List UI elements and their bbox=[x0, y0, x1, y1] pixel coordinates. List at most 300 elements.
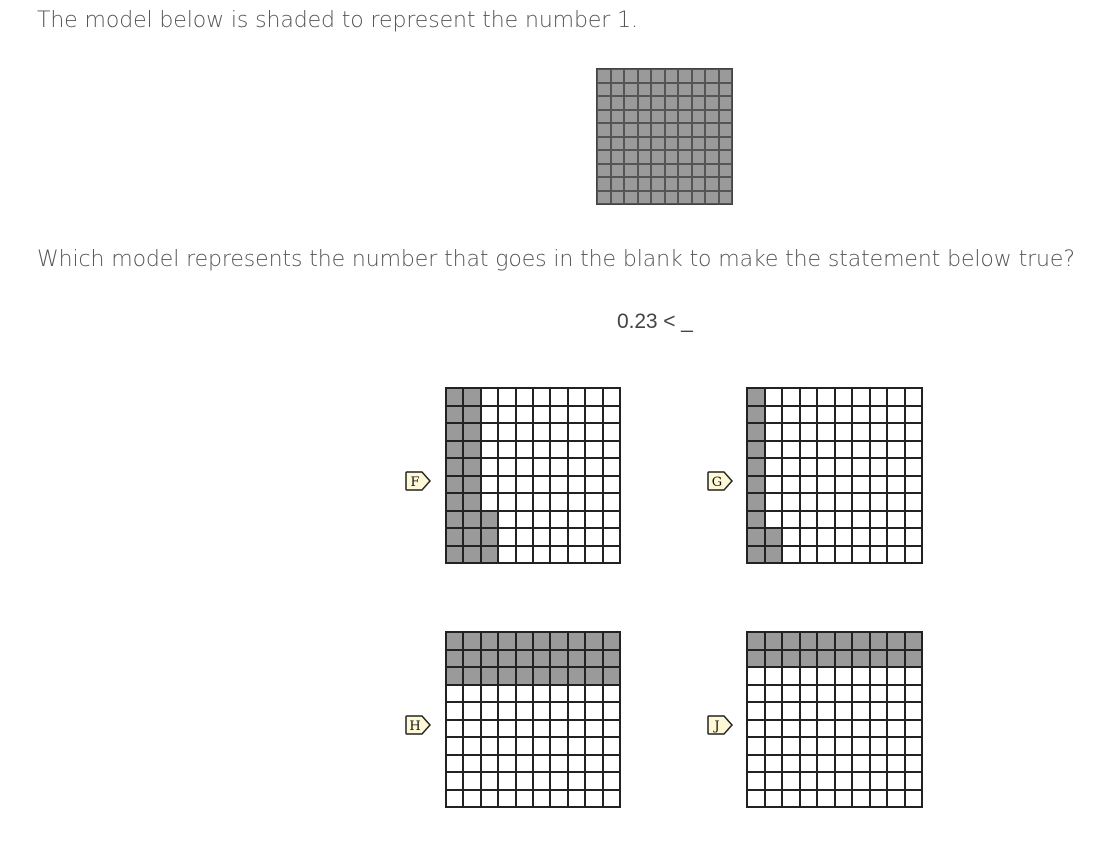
grid-cell bbox=[463, 632, 480, 650]
grid-cell bbox=[516, 388, 533, 406]
grid-cell bbox=[568, 667, 585, 685]
grid-cell bbox=[550, 388, 567, 406]
grid-cell bbox=[905, 441, 923, 459]
grid-cell bbox=[446, 772, 463, 790]
grid-cell bbox=[597, 177, 611, 191]
grid-cell bbox=[481, 755, 498, 773]
grid-cell bbox=[870, 755, 888, 773]
grid-cell bbox=[533, 441, 550, 459]
grid-cell bbox=[516, 511, 533, 529]
grid-cell bbox=[800, 476, 818, 494]
grid-cell bbox=[568, 511, 585, 529]
grid-cell bbox=[705, 150, 719, 164]
grid-cell bbox=[463, 667, 480, 685]
grid-cell bbox=[603, 650, 620, 668]
grid-cell bbox=[597, 164, 611, 178]
grid-cell bbox=[481, 493, 498, 511]
grid-cell bbox=[705, 177, 719, 191]
option-j-label: J bbox=[714, 719, 720, 734]
grid-cell bbox=[782, 511, 800, 529]
grid-cell bbox=[481, 720, 498, 738]
grid-cell bbox=[550, 790, 567, 808]
grid-cell bbox=[765, 632, 783, 650]
grid-cell bbox=[678, 191, 692, 205]
grid-cell bbox=[817, 790, 835, 808]
grid-cell bbox=[624, 123, 638, 137]
grid-cell bbox=[611, 69, 625, 83]
grid-cell bbox=[905, 720, 923, 738]
grid-cell bbox=[852, 423, 870, 441]
grid-cell bbox=[597, 110, 611, 124]
grid-cell bbox=[446, 423, 463, 441]
grid-cell bbox=[533, 790, 550, 808]
grid-cell bbox=[516, 632, 533, 650]
grid-cell bbox=[905, 511, 923, 529]
grid-cell bbox=[765, 790, 783, 808]
grid-cell bbox=[585, 493, 602, 511]
grid-cell bbox=[533, 458, 550, 476]
grid-cell bbox=[835, 528, 853, 546]
grid-cell bbox=[585, 702, 602, 720]
grid-cell bbox=[835, 772, 853, 790]
option-h-label: H bbox=[409, 719, 421, 734]
grid-cell bbox=[765, 423, 783, 441]
grid-cell bbox=[638, 69, 652, 83]
grid-cell bbox=[651, 137, 665, 151]
grid-cell bbox=[516, 702, 533, 720]
grid-cell bbox=[651, 96, 665, 110]
grid-cell bbox=[568, 720, 585, 738]
grid-cell bbox=[692, 150, 706, 164]
grid-cell bbox=[585, 511, 602, 529]
grid-cell bbox=[765, 650, 783, 668]
grid-cell bbox=[603, 458, 620, 476]
grid-cell bbox=[835, 755, 853, 773]
grid-cell bbox=[651, 150, 665, 164]
grid-cell bbox=[870, 790, 888, 808]
grid-cell bbox=[533, 650, 550, 668]
grid-cell bbox=[585, 476, 602, 494]
grid-cell bbox=[516, 528, 533, 546]
grid-cell bbox=[603, 441, 620, 459]
grid-cell bbox=[835, 702, 853, 720]
grid-cell bbox=[624, 137, 638, 151]
grid-cell bbox=[638, 191, 652, 205]
grid-cell bbox=[516, 685, 533, 703]
grid-cell bbox=[887, 493, 905, 511]
grid-cell bbox=[817, 702, 835, 720]
grid-cell bbox=[516, 737, 533, 755]
grid-cell bbox=[651, 177, 665, 191]
grid-cell bbox=[905, 458, 923, 476]
grid-cell bbox=[516, 772, 533, 790]
grid-cell bbox=[550, 685, 567, 703]
grid-cell bbox=[550, 546, 567, 564]
option-h-grid[interactable] bbox=[445, 631, 621, 808]
grid-cell bbox=[782, 406, 800, 424]
grid-cell bbox=[624, 177, 638, 191]
grid-cell bbox=[817, 406, 835, 424]
grid-cell bbox=[870, 441, 888, 459]
grid-cell bbox=[516, 441, 533, 459]
grid-cell bbox=[747, 458, 765, 476]
grid-cell bbox=[481, 632, 498, 650]
grid-cell bbox=[550, 528, 567, 546]
grid-cell bbox=[533, 702, 550, 720]
grid-cell bbox=[481, 650, 498, 668]
grid-cell bbox=[782, 720, 800, 738]
grid-cell bbox=[638, 83, 652, 97]
grid-cell bbox=[533, 511, 550, 529]
grid-cell bbox=[835, 685, 853, 703]
grid-cell bbox=[887, 458, 905, 476]
grid-cell bbox=[835, 423, 853, 441]
grid-cell bbox=[817, 528, 835, 546]
grid-cell bbox=[692, 96, 706, 110]
grid-cell bbox=[870, 702, 888, 720]
grid-cell bbox=[905, 772, 923, 790]
grid-cell bbox=[481, 667, 498, 685]
grid-cell bbox=[585, 755, 602, 773]
grid-cell bbox=[481, 388, 498, 406]
grid-cell bbox=[568, 632, 585, 650]
grid-cell bbox=[692, 164, 706, 178]
grid-cell bbox=[603, 790, 620, 808]
grid-cell bbox=[585, 685, 602, 703]
grid-cell bbox=[747, 406, 765, 424]
grid-cell bbox=[817, 772, 835, 790]
grid-cell bbox=[870, 737, 888, 755]
grid-cell bbox=[446, 406, 463, 424]
grid-cell bbox=[747, 790, 765, 808]
grid-cell bbox=[585, 423, 602, 441]
grid-cell bbox=[870, 720, 888, 738]
grid-cell bbox=[498, 737, 515, 755]
grid-cell bbox=[817, 546, 835, 564]
grid-cell bbox=[481, 406, 498, 424]
grid-cell bbox=[611, 96, 625, 110]
grid-cell bbox=[852, 546, 870, 564]
grid-cell bbox=[817, 755, 835, 773]
grid-cell bbox=[498, 458, 515, 476]
grid-cell bbox=[481, 685, 498, 703]
grid-cell bbox=[446, 511, 463, 529]
grid-cell bbox=[463, 650, 480, 668]
grid-cell bbox=[446, 702, 463, 720]
grid-cell bbox=[498, 702, 515, 720]
grid-cell bbox=[835, 667, 853, 685]
grid-cell bbox=[835, 720, 853, 738]
grid-cell bbox=[765, 458, 783, 476]
grid-cell bbox=[747, 772, 765, 790]
grid-cell bbox=[705, 83, 719, 97]
grid-cell bbox=[835, 493, 853, 511]
option-f-grid[interactable] bbox=[445, 387, 621, 564]
option-j-badge[interactable] bbox=[706, 714, 734, 736]
grid-cell bbox=[568, 441, 585, 459]
grid-cell bbox=[835, 458, 853, 476]
grid-cell bbox=[533, 546, 550, 564]
grid-cell bbox=[585, 737, 602, 755]
option-h-badge[interactable] bbox=[404, 714, 432, 736]
grid-cell bbox=[870, 458, 888, 476]
option-j-grid[interactable] bbox=[746, 631, 923, 808]
grid-cell bbox=[747, 511, 765, 529]
grid-cell bbox=[665, 150, 679, 164]
grid-cell bbox=[800, 632, 818, 650]
grid-cell bbox=[603, 772, 620, 790]
grid-cell bbox=[446, 667, 463, 685]
grid-cell bbox=[817, 458, 835, 476]
grid-cell bbox=[550, 423, 567, 441]
grid-cell bbox=[597, 96, 611, 110]
grid-cell bbox=[852, 632, 870, 650]
grid-cell bbox=[651, 69, 665, 83]
option-f-badge[interactable] bbox=[404, 470, 432, 492]
grid-cell bbox=[852, 737, 870, 755]
grid-cell bbox=[705, 123, 719, 137]
grid-cell bbox=[498, 650, 515, 668]
grid-cell bbox=[887, 790, 905, 808]
option-g-badge[interactable] bbox=[706, 470, 734, 492]
grid-cell bbox=[463, 511, 480, 529]
grid-cell bbox=[651, 123, 665, 137]
grid-cell bbox=[665, 110, 679, 124]
grid-cell bbox=[782, 685, 800, 703]
grid-cell bbox=[852, 406, 870, 424]
grid-cell bbox=[747, 423, 765, 441]
grid-cell bbox=[446, 528, 463, 546]
grid-cell bbox=[665, 164, 679, 178]
grid-cell bbox=[692, 69, 706, 83]
grid-cell bbox=[597, 123, 611, 137]
grid-cell bbox=[516, 755, 533, 773]
grid-cell bbox=[835, 511, 853, 529]
grid-cell bbox=[463, 546, 480, 564]
grid-cell bbox=[463, 493, 480, 511]
grid-cell bbox=[463, 772, 480, 790]
grid-cell bbox=[765, 511, 783, 529]
grid-cell bbox=[747, 755, 765, 773]
grid-cell bbox=[446, 458, 463, 476]
grid-cell bbox=[905, 476, 923, 494]
grid-cell bbox=[568, 702, 585, 720]
grid-cell bbox=[585, 650, 602, 668]
grid-cell bbox=[597, 69, 611, 83]
grid-cell bbox=[446, 755, 463, 773]
grid-cell bbox=[692, 177, 706, 191]
grid-cell bbox=[568, 737, 585, 755]
grid-cell bbox=[765, 755, 783, 773]
grid-cell bbox=[603, 528, 620, 546]
grid-cell bbox=[516, 790, 533, 808]
grid-cell bbox=[705, 164, 719, 178]
grid-cell bbox=[887, 511, 905, 529]
grid-cell bbox=[705, 191, 719, 205]
grid-cell bbox=[817, 493, 835, 511]
grid-cell bbox=[782, 667, 800, 685]
grid-cell bbox=[782, 650, 800, 668]
grid-cell bbox=[585, 632, 602, 650]
grid-cell bbox=[870, 546, 888, 564]
grid-cell bbox=[498, 790, 515, 808]
grid-cell bbox=[747, 546, 765, 564]
grid-cell bbox=[852, 388, 870, 406]
grid-cell bbox=[817, 388, 835, 406]
grid-cell bbox=[498, 441, 515, 459]
grid-cell bbox=[463, 388, 480, 406]
grid-cell bbox=[533, 388, 550, 406]
grid-cell bbox=[765, 493, 783, 511]
grid-cell bbox=[747, 441, 765, 459]
grid-cell bbox=[603, 737, 620, 755]
grid-cell bbox=[678, 110, 692, 124]
grid-cell bbox=[597, 137, 611, 151]
grid-cell bbox=[585, 406, 602, 424]
grid-cell bbox=[446, 720, 463, 738]
grid-cell bbox=[852, 458, 870, 476]
grid-cell bbox=[852, 685, 870, 703]
grid-cell bbox=[782, 546, 800, 564]
grid-cell bbox=[516, 476, 533, 494]
grid-cell bbox=[719, 110, 733, 124]
grid-cell bbox=[568, 790, 585, 808]
grid-cell bbox=[463, 458, 480, 476]
grid-cell bbox=[481, 737, 498, 755]
grid-cell bbox=[887, 476, 905, 494]
grid-cell bbox=[516, 493, 533, 511]
grid-cell bbox=[498, 546, 515, 564]
grid-cell bbox=[678, 83, 692, 97]
grid-cell bbox=[550, 772, 567, 790]
grid-cell bbox=[516, 650, 533, 668]
grid-cell bbox=[498, 667, 515, 685]
grid-cell bbox=[498, 632, 515, 650]
grid-cell bbox=[782, 423, 800, 441]
grid-cell bbox=[905, 423, 923, 441]
grid-cell bbox=[887, 632, 905, 650]
grid-cell bbox=[585, 720, 602, 738]
grid-cell bbox=[446, 476, 463, 494]
grid-cell bbox=[719, 96, 733, 110]
grid-cell bbox=[568, 476, 585, 494]
grid-cell bbox=[905, 755, 923, 773]
option-g-grid[interactable] bbox=[746, 387, 923, 564]
grid-cell bbox=[852, 772, 870, 790]
grid-cell bbox=[463, 423, 480, 441]
grid-cell bbox=[611, 137, 625, 151]
grid-cell bbox=[585, 667, 602, 685]
grid-cell bbox=[870, 632, 888, 650]
grid-cell bbox=[747, 667, 765, 685]
grid-cell bbox=[800, 406, 818, 424]
grid-cell bbox=[782, 632, 800, 650]
grid-cell bbox=[800, 423, 818, 441]
grid-cell bbox=[603, 476, 620, 494]
grid-cell bbox=[765, 702, 783, 720]
grid-cell bbox=[568, 528, 585, 546]
grid-cell bbox=[516, 667, 533, 685]
grid-cell bbox=[800, 772, 818, 790]
grid-cell bbox=[835, 441, 853, 459]
grid-cell bbox=[852, 441, 870, 459]
grid-cell bbox=[533, 423, 550, 441]
grid-cell bbox=[498, 685, 515, 703]
grid-cell bbox=[905, 632, 923, 650]
grid-cell bbox=[624, 69, 638, 83]
grid-cell bbox=[678, 164, 692, 178]
grid-cell bbox=[887, 423, 905, 441]
grid-cell bbox=[678, 96, 692, 110]
grid-cell bbox=[887, 702, 905, 720]
grid-cell bbox=[800, 388, 818, 406]
grid-cell bbox=[692, 83, 706, 97]
grid-cell bbox=[463, 441, 480, 459]
grid-cell bbox=[870, 528, 888, 546]
grid-cell bbox=[887, 546, 905, 564]
grid-cell bbox=[852, 493, 870, 511]
grid-cell bbox=[498, 476, 515, 494]
grid-cell bbox=[782, 737, 800, 755]
grid-cell bbox=[747, 493, 765, 511]
grid-cell bbox=[835, 388, 853, 406]
grid-cell bbox=[705, 69, 719, 83]
grid-cell bbox=[624, 110, 638, 124]
grid-cell bbox=[817, 685, 835, 703]
grid-cell bbox=[905, 546, 923, 564]
grid-cell bbox=[568, 755, 585, 773]
grid-cell bbox=[800, 546, 818, 564]
grid-cell bbox=[550, 458, 567, 476]
grid-cell bbox=[611, 150, 625, 164]
grid-cell bbox=[905, 388, 923, 406]
grid-cell bbox=[835, 476, 853, 494]
grid-cell bbox=[887, 388, 905, 406]
grid-cell bbox=[651, 191, 665, 205]
grid-cell bbox=[516, 720, 533, 738]
grid-cell bbox=[905, 406, 923, 424]
grid-cell bbox=[719, 150, 733, 164]
grid-cell bbox=[585, 458, 602, 476]
grid-cell bbox=[516, 546, 533, 564]
grid-cell bbox=[887, 737, 905, 755]
grid-cell bbox=[603, 667, 620, 685]
grid-cell bbox=[678, 69, 692, 83]
grid-cell bbox=[638, 137, 652, 151]
grid-cell bbox=[782, 493, 800, 511]
grid-cell bbox=[585, 388, 602, 406]
grid-cell bbox=[597, 150, 611, 164]
grid-cell bbox=[765, 720, 783, 738]
grid-cell bbox=[852, 511, 870, 529]
whole-model-grid bbox=[596, 68, 733, 205]
grid-cell bbox=[705, 110, 719, 124]
grid-cell bbox=[692, 123, 706, 137]
grid-cell bbox=[887, 667, 905, 685]
grid-cell bbox=[446, 737, 463, 755]
grid-cell bbox=[481, 423, 498, 441]
grid-cell bbox=[835, 632, 853, 650]
grid-cell bbox=[887, 650, 905, 668]
grid-cell bbox=[463, 476, 480, 494]
grid-cell bbox=[905, 528, 923, 546]
grid-cell bbox=[800, 493, 818, 511]
grid-cell bbox=[533, 772, 550, 790]
grid-cell bbox=[765, 685, 783, 703]
grid-cell bbox=[692, 191, 706, 205]
grid-cell bbox=[782, 528, 800, 546]
grid-cell bbox=[550, 493, 567, 511]
